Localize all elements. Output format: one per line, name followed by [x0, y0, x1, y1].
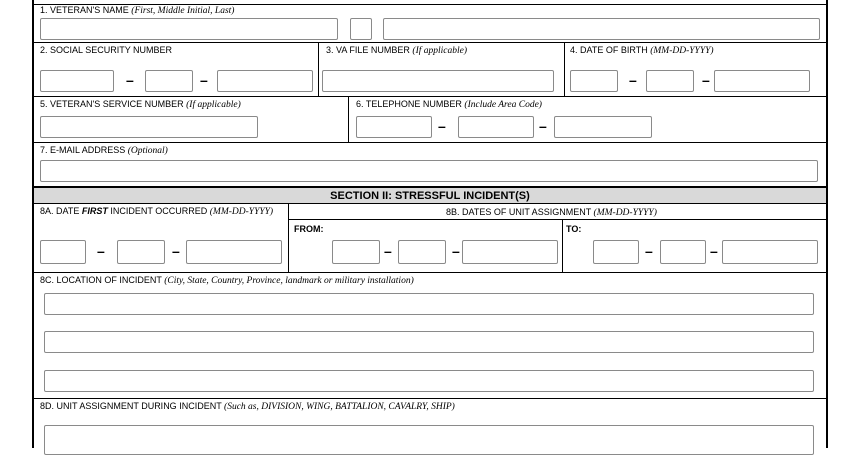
location-line-1-input[interactable] — [44, 293, 814, 315]
field2-label: 2. SOCIAL SECURITY NUMBER — [40, 45, 173, 55]
from-label: FROM: — [294, 224, 324, 234]
incident-day-input[interactable] — [117, 240, 165, 264]
field6-label: 6. TELEPHONE NUMBER (Include Area Code) — [356, 99, 542, 110]
phone-dash: – — [539, 118, 547, 134]
phone-prefix-input[interactable] — [458, 116, 534, 138]
col-divider — [318, 42, 319, 96]
unit-to-year-input[interactable] — [722, 240, 818, 264]
field3-label: 3. VA FILE NUMBER (If applicable) — [326, 45, 468, 56]
location-line-2-input[interactable] — [44, 331, 814, 353]
phone-area-code-input[interactable] — [356, 116, 432, 138]
col-divider — [348, 96, 349, 142]
field8b-label: 8B. DATES OF UNIT ASSIGNMENT (MM-DD-YYYY) — [446, 207, 657, 218]
row-divider — [288, 219, 826, 220]
location-line-3-input[interactable] — [44, 370, 814, 392]
last-name-input[interactable] — [383, 18, 820, 40]
dob-month-input[interactable] — [570, 70, 618, 92]
va-form — [32, 0, 828, 448]
ssn-part2-input[interactable] — [145, 70, 193, 92]
ssn-dash: – — [126, 72, 134, 88]
first-name-input[interactable] — [40, 18, 338, 40]
field8a-label: 8A. DATE FIRST INCIDENT OCCURRED (MM-DD-YYYY) — [40, 206, 274, 217]
unit-from-dash: – — [384, 243, 392, 259]
service-number-input[interactable] — [40, 116, 258, 138]
row-divider — [34, 96, 826, 97]
dob-day-input[interactable] — [646, 70, 694, 92]
phone-dash: – — [438, 118, 446, 134]
unit-from-year-input[interactable] — [462, 240, 558, 264]
col-divider — [564, 42, 565, 96]
row-divider — [34, 42, 826, 43]
phone-line-input[interactable] — [554, 116, 652, 138]
ssn-part1-input[interactable] — [40, 70, 114, 92]
incident-month-input[interactable] — [40, 240, 86, 264]
field8d-label: 8D. UNIT ASSIGNMENT DURING INCIDENT (Such as, DIVISION, WING, BATTALION, CAVALRY, SHIP) — [40, 401, 455, 412]
ssn-part3-input[interactable] — [217, 70, 313, 92]
dob-dash: – — [629, 72, 637, 88]
unit-assignment-input[interactable] — [44, 425, 814, 455]
unit-to-day-input[interactable] — [660, 240, 706, 264]
unit-to-dash: – — [645, 243, 653, 259]
incident-dash: – — [97, 243, 105, 259]
section-ii-header: SECTION II: STRESSFUL INCIDENT(S) — [34, 186, 826, 204]
col-divider — [562, 219, 563, 272]
va-file-number-input[interactable] — [322, 70, 554, 92]
unit-to-dash: – — [710, 243, 718, 259]
incident-year-input[interactable] — [186, 240, 282, 264]
middle-initial-input[interactable] — [350, 18, 372, 40]
email-input[interactable] — [40, 160, 818, 182]
field5-label: 5. VETERAN'S SERVICE NUMBER (If applicable) — [40, 99, 241, 110]
field1-label: 1. VETERAN'S NAME (First, Middle Initial, Last) — [40, 5, 235, 16]
ssn-dash: – — [200, 72, 208, 88]
unit-from-dash: – — [452, 243, 460, 259]
incident-dash: – — [172, 243, 180, 259]
unit-from-day-input[interactable] — [398, 240, 446, 264]
field8c-label: 8C. LOCATION OF INCIDENT (City, State, Country, Province, landmark or military installation) — [40, 275, 414, 286]
to-label: TO: — [566, 224, 582, 234]
unit-to-month-input[interactable] — [593, 240, 639, 264]
dob-year-input[interactable] — [714, 70, 810, 92]
col-divider — [288, 204, 289, 272]
row-divider — [34, 142, 826, 143]
field4-label: 4. DATE OF BIRTH (MM-DD-YYYY) — [570, 45, 714, 56]
dob-dash: – — [702, 72, 710, 88]
row-divider — [34, 398, 826, 399]
field7-label: 7. E-MAIL ADDRESS (Optional) — [40, 145, 168, 156]
unit-from-month-input[interactable] — [332, 240, 380, 264]
row-divider — [34, 272, 826, 273]
